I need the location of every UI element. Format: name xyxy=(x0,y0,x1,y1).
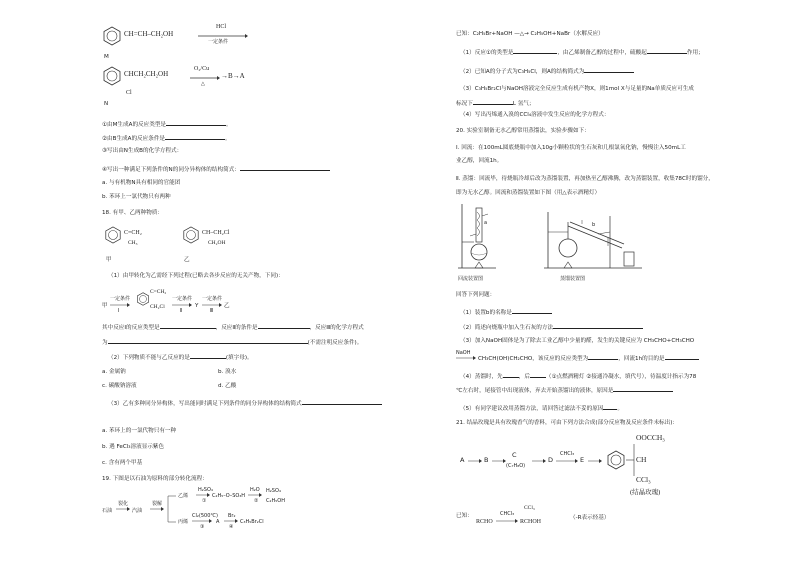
chain-step-2: 一定条件 xyxy=(172,296,193,302)
flow-h2o: H₂O xyxy=(250,487,260,493)
q18-option-b: b. 溴水 xyxy=(218,369,237,375)
q20-ask: 回答下列问题： xyxy=(456,292,496,298)
q21-product-ch: CH xyxy=(636,455,647,464)
q21-known-reagent: CHCl₃ xyxy=(500,511,515,517)
flow-arrow-1 xyxy=(116,506,130,512)
q21-product-name: (结晶玫瑰) xyxy=(630,489,661,496)
q18-part-1-equation: 为 (不需注明反应条件)。 xyxy=(102,337,362,347)
q18-option-a: a. 金属钠 xyxy=(102,369,126,375)
q21-product-bot: CCl₃ xyxy=(636,475,651,484)
left-column xyxy=(18,0,398,562)
q17-item-3: ③写出由N生成B的化学方程式： xyxy=(102,148,183,154)
r-item-2: （2）已知A的分子式为C₃H₅Cl，则A的结构简式为 xyxy=(460,66,634,76)
reflux-apparatus-diagram xyxy=(456,202,506,272)
flow-step-pyrolysis: 裂解 xyxy=(152,501,163,507)
q20-step-2-cont: 即为无水乙醇。回流和蒸馏装置如下图（用△表示酒精灯） xyxy=(456,190,601,196)
q20-step-2: Ⅱ. 蒸馏：回流毕，待烧瓶冷却后改为蒸馏装置，再加热至乙醇沸腾，改为蒸馏装置，收集78C时的馏分， xyxy=(456,176,714,182)
q18-cond-a: a. 苯环上的一氯代物只有一种 xyxy=(102,428,177,434)
r-item-4: （4）写出丙烯通入溴的CCl₄溶液中发生反应的化学方程式： xyxy=(460,112,610,118)
flow-num-2: ② xyxy=(254,498,259,504)
q21-arrow-1 xyxy=(468,458,482,464)
r-item-3-cont: 标况下 L 氢气； xyxy=(456,98,534,108)
benzene-ring-chain xyxy=(136,292,150,306)
q17-option-a: a. 与有机物N具有相同的官能团 xyxy=(102,180,181,186)
n-reaction-arrow xyxy=(190,75,220,81)
chain-step-3: 一定条件 xyxy=(202,296,223,302)
q18-cond-c: c. 含有两个甲基 xyxy=(102,460,143,466)
benzene-ring-m xyxy=(102,26,122,46)
flow-propylene: 丙烯 xyxy=(178,519,189,525)
jia-group: C=CH₂ xyxy=(124,230,142,236)
q21-known-product: RCHOH xyxy=(520,519,542,525)
benzene-ring-n xyxy=(102,66,122,86)
q21-known-reactant: RCHO xyxy=(476,519,493,525)
flow-num-1: ① xyxy=(202,498,207,504)
chain-start: 甲 xyxy=(102,303,108,309)
q19-title: 19. 下图是以石油为原料的部分转化流程： xyxy=(102,476,208,482)
benzene-ring-product xyxy=(606,450,626,470)
q21-e: E xyxy=(580,456,585,464)
chain-mid-top: C=CH₂ xyxy=(150,289,167,295)
n-product: →B→A xyxy=(221,72,245,80)
flow-num-3: ③ xyxy=(200,524,205,530)
n-reagent-top: O₂/Cu xyxy=(194,66,210,72)
n-label: N xyxy=(104,101,109,107)
q18-part-2: （2）下列物质不能与乙反应的是 (填字母)。 xyxy=(108,352,253,362)
n-formula: CHCH₂CH₂OH xyxy=(124,70,169,78)
q18-part-1: （1）由甲转化为乙需经下列过程(已略去各步反应的无关产物，下同)： xyxy=(108,273,284,279)
q20-item-5: （5）有同学建议改用蒸馏方法，请回答过滤法不妥的原因 。 xyxy=(460,403,623,413)
chain-step-3-num: Ⅲ xyxy=(210,308,214,314)
m-reagent-top: HCl xyxy=(216,24,227,30)
q20-item-4: （4）蒸馏时，先 ，后 （①点燃酒精灯 ②接通冷凝水，填代号），待温度计指示为78 xyxy=(460,371,696,381)
flow-arrow-2 xyxy=(150,506,164,512)
flow-cl2: Cl₂(500℃) xyxy=(192,513,218,519)
q18-part-3: （3）乙有多种同分异构体，写出能同时满足下列条件的同分异构体的结构简式 xyxy=(108,398,382,408)
q18-part-1-detail: 其中反应Ⅰ的反应类型是 ，反应Ⅱ的条件是 ，反应Ⅲ的化学方程式 xyxy=(102,322,364,332)
q21-arrow-3 xyxy=(532,458,546,464)
flow-a: A xyxy=(216,519,220,525)
q20-item-3-reagent: NaOH xyxy=(456,350,471,356)
q18-cond-b: b. 遇 FeCl₃溶液显示紫色 xyxy=(102,444,165,450)
q21-known-note: （-R表示烃基） xyxy=(570,515,610,521)
q21-d: D xyxy=(548,456,554,464)
m-label: M xyxy=(104,54,109,60)
q20-item-2: （2）简述向烧瓶中加入生石灰的方法 xyxy=(460,322,643,332)
app-label-a: a xyxy=(484,220,488,226)
reflux-label: 回流装置图 xyxy=(458,276,484,282)
q17-item-2: ②由B生成A的反应条件是 。 xyxy=(102,133,231,143)
q20-title: 20. 实验室制备无水乙醇常用蒸馏法，实验步骤如下： xyxy=(456,128,590,134)
flow-p1: C₂H₅–O–SO₃H xyxy=(212,493,246,499)
benzene-ring-jia xyxy=(104,226,122,244)
known-hydrolysis: 已知：C₂H₅Br+NaOH —△→ C₂H₅OH+NaBr（水解反应） xyxy=(456,31,604,37)
r-item-3: （3）C₃H₅Br₂Cl与NaOH溶液完全反应生成有机产物X，则1mol X与足量的Na单质反应可生成 xyxy=(460,86,694,92)
chain-step-1-num: Ⅰ xyxy=(118,308,120,314)
yi-sub: CH₂OH xyxy=(208,240,226,246)
distillation-label: 蒸馏装置图 xyxy=(560,276,586,282)
q21-known-label: 已知： xyxy=(456,513,473,519)
q20-item-4-cont: ℃左右时，尾接管中出现液体，弃去开始蒸馏出的液体，原因是 xyxy=(456,385,673,395)
benzene-ring-yi xyxy=(182,226,200,244)
flow-p3: C₂H₅OH xyxy=(266,498,285,504)
right-column xyxy=(448,0,778,562)
chain-mid: CH₂Cl xyxy=(150,304,165,310)
chain-y: Y xyxy=(195,303,199,309)
q21-known-top: CCl₃ xyxy=(524,505,535,511)
q20-item-1: （1）装置b的名称是 xyxy=(460,307,552,317)
flow-branch xyxy=(166,494,178,524)
chain-arrow-1 xyxy=(110,302,130,308)
flow-step-crack: 裂化 xyxy=(118,501,129,507)
jia-label: 甲 xyxy=(106,257,112,263)
m-reagent-bottom: 一定条件 xyxy=(208,39,229,45)
flow-ethylene: 乙烯 xyxy=(178,493,189,499)
chain-step-2-num: Ⅱ xyxy=(180,308,183,314)
m-formula: CH=CH–CH₂OH xyxy=(124,30,174,38)
yi-group: CH–CH₂Cl xyxy=(202,230,230,236)
q21-product-top: OOCCH₃ xyxy=(636,433,665,442)
n-reagent-bottom: △ xyxy=(201,81,205,87)
flow-br2: Br₂ xyxy=(228,513,236,519)
q18-option-d: d. 乙酸 xyxy=(218,383,237,389)
n-cl: Cl xyxy=(126,90,132,96)
q21-arrow-2 xyxy=(492,458,506,464)
flow-mid: 汽油 xyxy=(132,508,143,514)
jia-sub: CH₃ xyxy=(128,240,138,246)
flow-h2so4: H₂SO₄ xyxy=(198,487,213,493)
q20-step-1-cont: 业乙醇，回流1h。 xyxy=(456,158,503,164)
q17-option-b: b. 苯环上一氯代物只有两种 xyxy=(102,194,171,200)
app-label-b: b xyxy=(592,222,596,228)
q21-chcl3: CHCl₃ xyxy=(560,451,575,457)
flow-num-4: ④ xyxy=(229,524,234,530)
q21-known-arrow xyxy=(496,518,518,524)
q18-title: 18. 有甲、乙两种物质： xyxy=(102,210,164,216)
flow-p4: C₃H₅Br₂Cl xyxy=(240,519,264,525)
q21-arrow-5 xyxy=(588,458,602,464)
r-item-1: （1）反应①的类型是 ，由乙烯制备乙醇的过程中，硫酸起 作用； xyxy=(460,47,704,57)
q21-arrow-4 xyxy=(556,458,578,464)
chain-end: 乙 xyxy=(224,303,230,309)
yi-label: 乙 xyxy=(184,257,190,263)
q21-title: 21. 结晶玫瑰是具有玫瑰香气的香料，可由下列方法合成(部分反应物及反应条件未标出)： xyxy=(456,420,679,426)
q21-b: B xyxy=(484,456,489,464)
flow-p2: H₂SO₄ xyxy=(266,488,281,494)
q20-step-1: Ⅰ. 回流：在100mL圆底烧瓶中加入10g小颗粒状的生石灰和几根氯氧化钠，慢慢注入50mL工 xyxy=(456,145,686,151)
distillation-apparatus-diagram xyxy=(542,202,652,272)
q21-a: A xyxy=(460,456,465,464)
q21-c-formula: (C₇H₈O) xyxy=(506,463,526,469)
q18-option-c: c. 碳酸钠溶液 xyxy=(102,383,137,389)
q21-c: C xyxy=(512,451,517,459)
chain-step-1: 一定条件 xyxy=(110,296,131,302)
q20-item-3-arrow xyxy=(456,355,476,361)
q20-item-3: （3）加入NaOH固体是为了除去工业乙醇中少量的醛，发生的关键反应为 CH₃CHO+CH₃CHO xyxy=(460,338,695,344)
q17-item-1: ①由M生成A的反应类型是 。 xyxy=(102,119,232,129)
flow-start: 石油 xyxy=(102,508,113,514)
q17-item-4: ④写出一种满足下列条件的N的同分异构体的结构简式： xyxy=(102,164,330,174)
q20-item-3-cont: CH₃CH(OH)CH₂CHO，该反应的反应类型为 ，回流1h的目的是 xyxy=(478,353,699,363)
